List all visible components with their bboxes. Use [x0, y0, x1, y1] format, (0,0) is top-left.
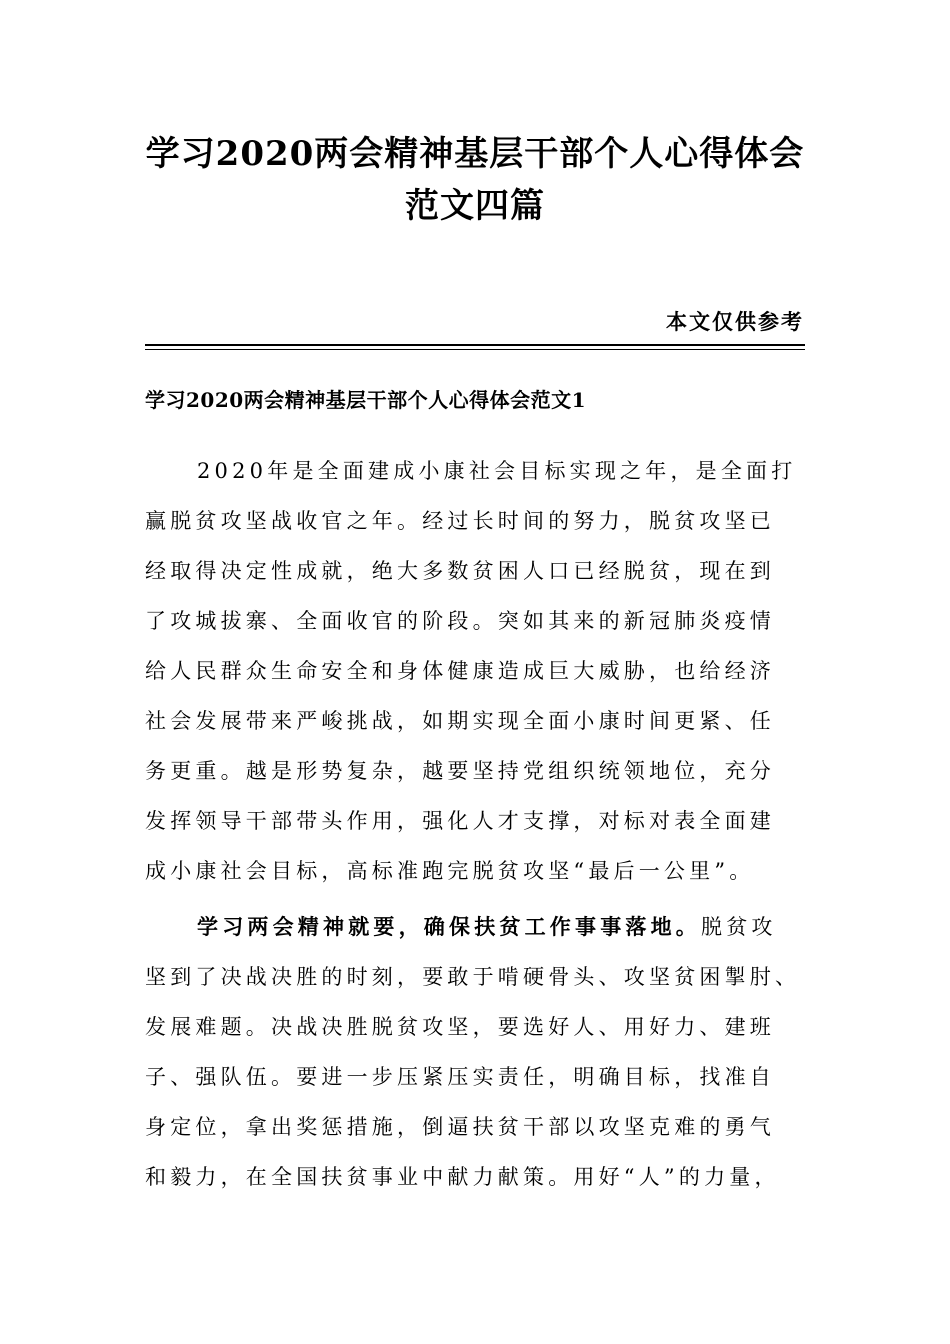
- paragraph-first-line: [145, 902, 800, 952]
- paragraph-line: 身定位，拿出奖惩措施，倒逼扶贫干部以攻坚克难的勇气: [145, 1115, 775, 1139]
- paragraph-line: 了攻城拔寨、全面收官的阶段。突如其来的新冠肺炎疫情: [145, 609, 775, 633]
- paragraph-line: 务更重。越是形势复杂，越要坚持党组织统领地位，充分: [145, 759, 775, 783]
- paragraph-line: 成小康社会目标，高标准跑完脱贫攻坚“最后一公里”。: [145, 859, 755, 883]
- title-line-2: 范文四篇: [405, 186, 545, 226]
- paragraph-line: 社会发展带来严峻挑战，如期实现全面小康时间更紧、任: [145, 709, 775, 733]
- paragraph-1: [145, 446, 800, 896]
- paragraph-line: 经取得决定性成就，绝大多数贫困人口已经脱贫，现在到: [145, 559, 775, 583]
- paragraph-lead-rest: 脱贫攻: [701, 915, 777, 939]
- paragraph-line: 和毅力，在全国扶贫事业中献力献策。用好“人”的力量，: [145, 1165, 780, 1189]
- reference-note: 本文仅供参考: [666, 309, 804, 334]
- section-heading: 学习2020两会精神基层干部个人心得体会范文1: [145, 388, 587, 412]
- paragraph-line: 发展难题。决战决胜脱贫攻坚，要选好人、用好力、建班: [145, 1015, 775, 1039]
- paragraph-line: 给人民群众生命安全和身体健康造成巨大威胁，也给经济: [145, 659, 775, 683]
- paragraph-line: 2020年是全面建成小康社会目标实现之年，是全面打: [197, 459, 797, 483]
- document-title: [100, 128, 850, 232]
- paragraph-lead-bold: 学习两会精神就要，确保扶贫工作事事落地。: [197, 914, 701, 939]
- paragraph-line: 发挥领导干部带头作用，强化人才支撑，对标对表全面建: [145, 809, 775, 833]
- header-rule-thick: [145, 344, 805, 346]
- header-rule-thin: [145, 349, 805, 350]
- title-line-1: 学习2020两会精神基层干部个人心得体会: [145, 134, 805, 174]
- paragraph-line: 赢脱贫攻坚战收官之年。经过长时间的努力，脱贫攻坚已: [145, 509, 775, 533]
- paragraph-line: 子、强队伍。要进一步压紧压实责任，明确目标，找准自: [145, 1065, 775, 1089]
- paragraph-line: 坚到了决战决胜的时刻，要敢于啃硬骨头、攻坚贫困掣肘、: [145, 965, 801, 989]
- paragraph-2: [145, 902, 800, 1202]
